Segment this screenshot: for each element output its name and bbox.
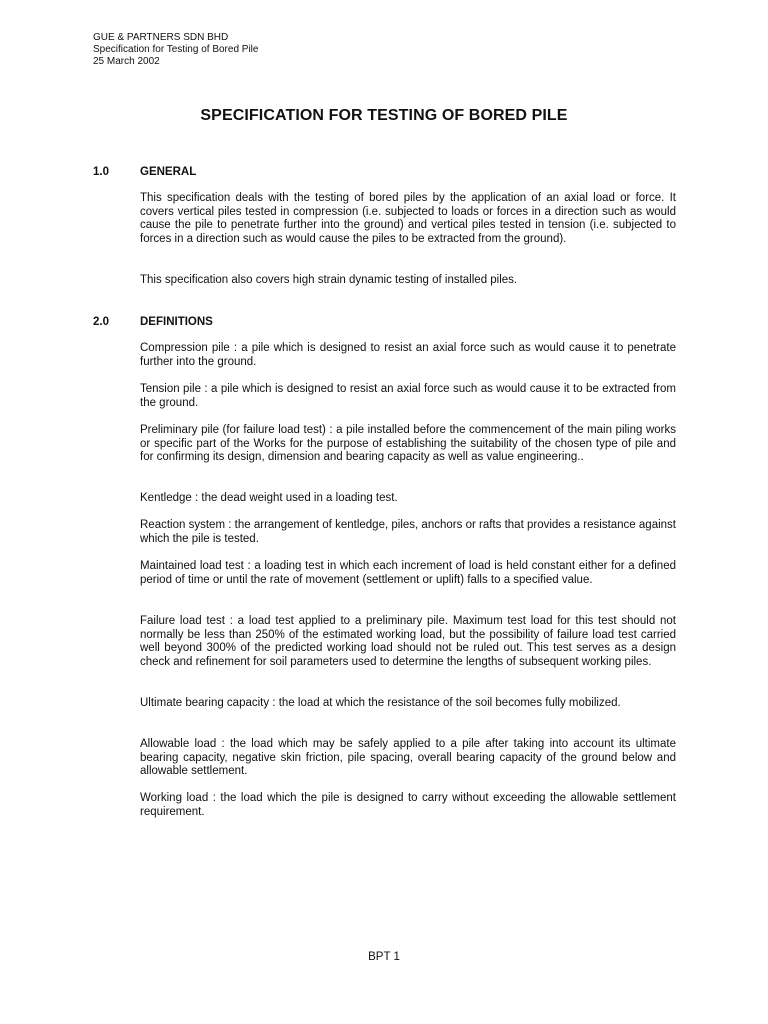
definition-tension-pile: Tension pile : a pile which is designed to resist an axial force such as would cause it to be extracted from the ground. bbox=[140, 383, 676, 409]
section-title: DEFINITIONS bbox=[140, 316, 213, 328]
paragraph: This specification deals with the testing of bored piles by the application of an axial load or force. It covers vertical piles tested in compression (i.e. subjected to loads or forces in a direction such as would cause the pile to penetrate further into the ground) and vertical piles tested in tension (i.e. subjected to forces in a direction such as would cause the piles to be extracted from the ground). bbox=[140, 192, 676, 245]
definition-failure-load-test: Failure load test : a load test applied to a preliminary pile. Maximum test load for this test should not normally be less than 250% of the estimated working load, but the possibility of failure load test carried well beyond 300% of the predicted working load should not be ruled out. This test serves as a design check and refinement for soil parameters used to determine the lengths of subsequent working piles. bbox=[140, 615, 676, 668]
definition-reaction-system: Reaction system : the arrangement of kentledge, piles, anchors or rafts that provides a resistance against which the pile is tested. bbox=[140, 519, 676, 545]
section-number: 1.0 bbox=[93, 166, 109, 178]
definition-kentledge: Kentledge : the dead weight used in a loading test. bbox=[140, 492, 398, 504]
definition-working-load: Working load : the load which the pile is designed to carry without exceeding the allowable settlement requirement. bbox=[140, 792, 676, 818]
section-heading-general bbox=[93, 165, 196, 179]
paragraph: This specification also covers high strain dynamic testing of installed piles. bbox=[140, 274, 518, 286]
definition-maintained-load-test: Maintained load test : a loading test in which each increment of load is held constant either for a defined period of time or until the rate of movement (settlement or uplift) falls to a specified value. bbox=[140, 560, 676, 586]
definition-ultimate-bearing-capacity: Ultimate bearing capacity : the load at which the resistance of the soil becomes fully mobilized. bbox=[140, 697, 621, 709]
running-header bbox=[93, 32, 258, 68]
definition-preliminary-pile: Preliminary pile (for failure load test) : a pile installed before the commencement of the main piling works or specific part of the Works for the purpose of establishing the suitability of the chosen type of pile and for confirming its design, dimension and bearing capacity as well as value engineering.. bbox=[140, 424, 676, 464]
section-title: GENERAL bbox=[140, 166, 197, 178]
section-heading-definitions bbox=[93, 315, 213, 329]
document-title: SPECIFICATION FOR TESTING OF BORED PILE bbox=[200, 107, 568, 124]
header-date: 25 March 2002 bbox=[93, 56, 160, 67]
header-doc-title: Specification for Testing of Bored Pile bbox=[93, 44, 259, 55]
header-company: GUE & PARTNERS SDN BHD bbox=[93, 32, 229, 43]
definition-allowable-load: Allowable load : the load which may be safely applied to a pile after taking into account its ultimate bearing capacity, negative skin friction, pile spacing, overall bearing capacity of the ground below and allowable settlement. bbox=[140, 738, 676, 778]
page-number: BPT 1 bbox=[368, 951, 400, 963]
section-number: 2.0 bbox=[93, 316, 109, 328]
definition-compression-pile: Compression pile : a pile which is designed to resist an axial force such as would cause it to penetrate further into the ground. bbox=[140, 342, 676, 368]
